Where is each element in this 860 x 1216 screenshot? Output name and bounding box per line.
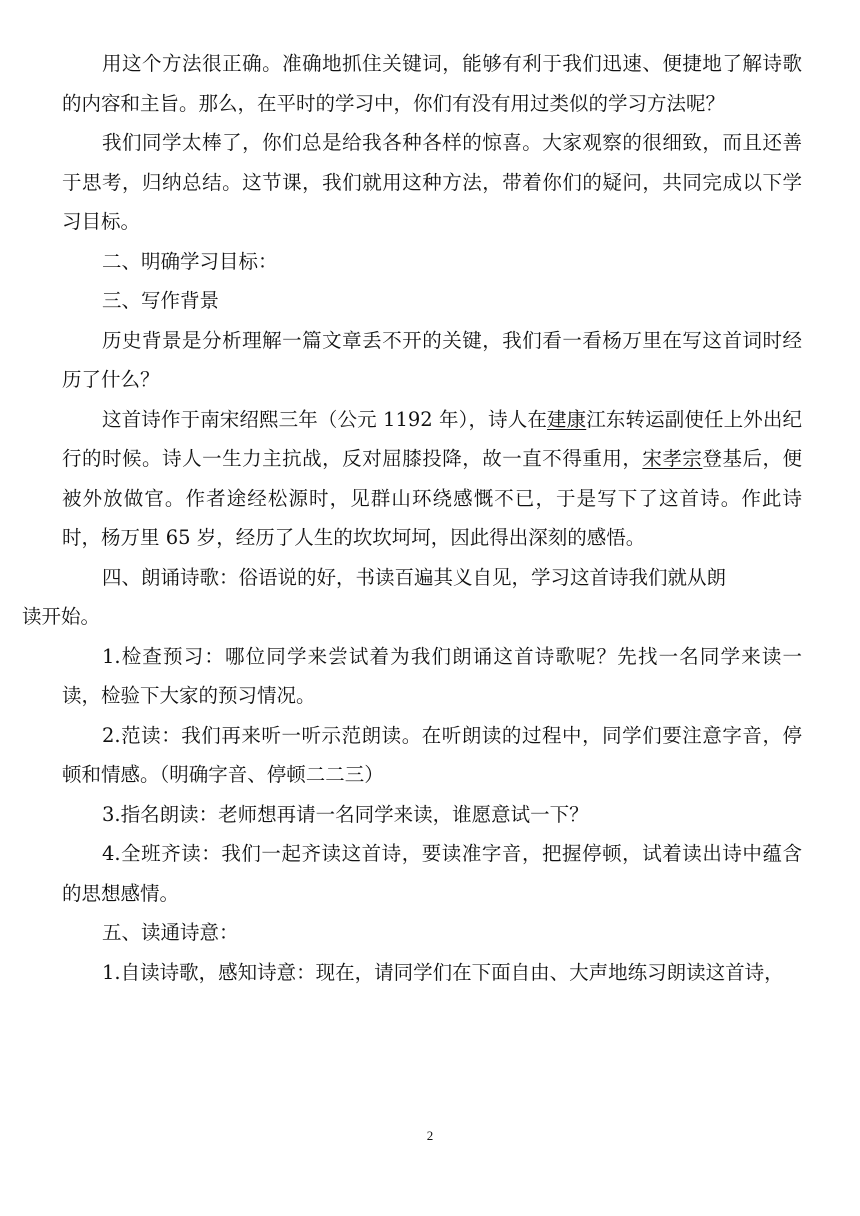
paragraph-poem-context xyxy=(62,400,802,558)
recitation-text-b: 读开始。 xyxy=(22,605,101,628)
paragraph-historical-background: 历史背景是分析理解一篇文章丢不开的关键，我们看一看杨万里在写这首词时经历了什么？ xyxy=(62,328,802,391)
poem-context-text-a: 这首诗作于南宋绍熙三年（公元 1192 年），诗人在 xyxy=(102,407,547,431)
paragraph-praise: 我们同学太棒了，你们总是给我各种各样的惊喜。大家观察的很细致，而且还善于思考，归纳总结。这节课，我们就用这种方法，带着你们的疑问，共同完成以下学习目标。 xyxy=(62,131,802,233)
paragraph-model-reading: 2.范读：我们再来听一听示范朗读。在听朗读的过程中，同学们要注意字音，停顿和情感。（明确字音、停顿二二三） xyxy=(62,723,802,786)
heading-recitation xyxy=(22,558,802,637)
document-body xyxy=(22,44,802,992)
poem-context-text-c: 登基后，便被外放做官。作者途经松源时，见群山环绕感慨不已，于是写下了这首诗。作此诗时，杨万里 65 岁，经历了人生的坎坎坷坷，因此得出深刻的感悟。 xyxy=(62,447,802,549)
paragraph-class-reading: 4.全班齐读：我们一起齐读这首诗，要读准字音，把握停顿，试着读出诗中蕴含的思想感情。 xyxy=(62,842,802,905)
paragraph-self-reading: 1.自读诗歌，感知诗意：现在，请同学们在下面自由、大声地练习朗读这首诗， xyxy=(102,960,784,984)
song-xiaozong-link[interactable]: 宋孝宗 xyxy=(642,447,703,470)
page-number: 2 xyxy=(426,1128,434,1143)
jiankang-link[interactable]: 建康 xyxy=(546,407,587,431)
heading-understanding: 五、读通诗意： xyxy=(102,921,239,944)
paragraph-preview-check: 1.检查预习：哪位同学来尝试着为我们朗诵这首诗歌呢？先找一名同学来读一读，检验下大家的预习情况。 xyxy=(62,644,802,707)
heading-learning-goals: 二、明确学习目标： xyxy=(102,249,278,273)
poem-context-text-b: 江东转运副使任上外出纪行的时候。诗人一生力主抗战，反对屈膝投降，故一直不得重用， xyxy=(62,407,802,470)
paragraph-method: 用这个方法很正确。准确地抓住关键词，能够有利于我们迅速、便捷地了解诗歌的内容和主旨。那么，在平时的学习中，你们有没有用过类似的学习方法呢？ xyxy=(62,52,802,115)
paragraph-named-reading: 3.指名朗读：老师想再请一名同学来读，谁愿意试一下？ xyxy=(102,802,589,826)
heading-writing-background: 三、写作背景 xyxy=(102,289,220,312)
recitation-text-a: 四、朗诵诗歌：俗语说的好，书读百遍其义自见，学习这首诗我们就从朗 xyxy=(102,565,727,589)
